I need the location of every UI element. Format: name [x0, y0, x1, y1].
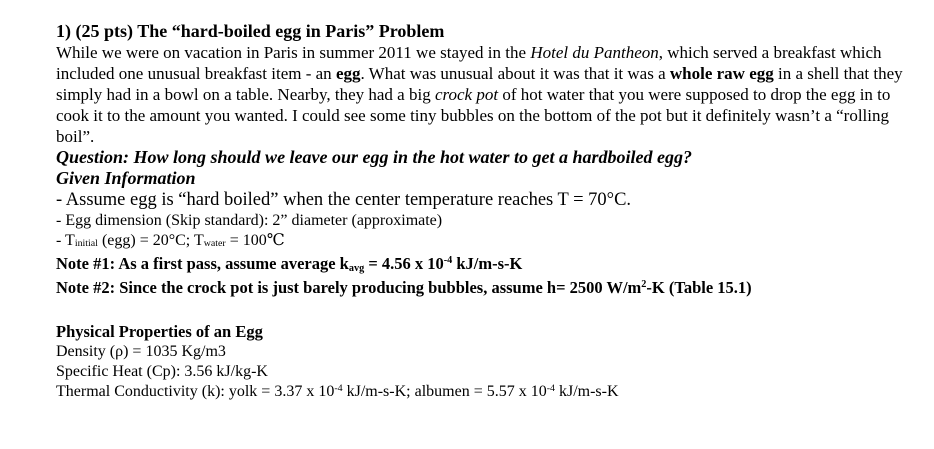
- paragraph-text: of hot water that you were supposed to drop the egg in to cook it to the amount you wanted. I could see some tiny bubbles on the bottom of the pot but it definitely wasn’t a “rolling boil”.: [56, 85, 891, 146]
- property-specific-heat: Specific Heat (Cp): 3.56 kJ/kg-K: [56, 363, 268, 380]
- problem-title-text: The “hard-boiled egg in Paris” Problem: [137, 21, 445, 41]
- question: Question: How long should we leave our egg in the hot water to get a hardboiled egg?: [56, 147, 693, 167]
- subscript-initial: initial: [74, 238, 98, 250]
- crock-pot-phrase: crock pot: [434, 85, 499, 104]
- given-heading: Given Information: [56, 168, 196, 188]
- spacer: [56, 301, 914, 321]
- paragraph-text: in a shell that they simply had in a bowl on a table. Nearby, they had a big: [56, 64, 903, 104]
- properties-heading: Physical Properties of an Egg: [56, 322, 263, 341]
- problem-paragraph: [56, 42, 914, 147]
- conductivity-text: Thermal Conductivity (k): yolk = 3.37 x 10: [56, 383, 335, 400]
- superscript-exponent: -4: [443, 255, 453, 267]
- given-line-hardboiled: - Assume egg is “hard boiled” when the center temperature reaches T = 70°C.: [56, 190, 632, 210]
- note-text: Note #2: Since the crock pot is just barely producing bubbles, assume h= 2500 W/m: [56, 278, 642, 297]
- raw-egg-phrase: whole raw egg: [669, 64, 774, 83]
- paragraph-text: While we were on vacation in Paris in summer 2011 we stayed in the: [56, 43, 531, 62]
- property-conductivity: [56, 382, 914, 404]
- note-text: kJ/m-s-K: [452, 254, 523, 273]
- superscript-exponent: -4: [546, 382, 555, 394]
- superscript-exponent: 2: [641, 279, 647, 291]
- conductivity-text: kJ/m-s-K: [554, 383, 619, 400]
- paragraph-text: , which served a breakfast which included one unusual breakfast item - an: [56, 43, 882, 83]
- problem-points: (25 pts): [75, 21, 133, 41]
- temp-text: - T: [56, 232, 75, 249]
- conductivity-text: kJ/m-s-K; albumen = 5.57 x 10: [342, 383, 547, 400]
- problem-number: 1): [56, 21, 71, 41]
- property-density: Density (ρ) = 1035 Kg/m3: [56, 343, 226, 360]
- problem-title: [56, 20, 914, 42]
- superscript-exponent: -4: [334, 382, 343, 394]
- paragraph-text: . What was unusual about it was that it was a: [360, 64, 670, 83]
- egg-word: egg: [335, 64, 361, 83]
- note-text: Note #1: As a first pass, assume average k: [56, 254, 349, 273]
- note-text: = 4.56 x 10: [364, 254, 444, 273]
- note-text: -K (Table 15.1): [646, 278, 752, 297]
- temp-text: = 100℃: [225, 232, 285, 249]
- given-line-temperatures: [56, 231, 914, 253]
- note-1: [56, 253, 914, 277]
- subscript-water: water: [203, 238, 226, 250]
- subscript-avg: avg: [348, 262, 365, 274]
- hotel-name: Hotel du Pantheon: [530, 43, 659, 62]
- note-2: [56, 277, 914, 301]
- temp-text: (egg) = 20°C; T: [97, 232, 204, 249]
- given-line-dimension: - Egg dimension (Skip standard): 2” diameter (approximate): [56, 212, 443, 229]
